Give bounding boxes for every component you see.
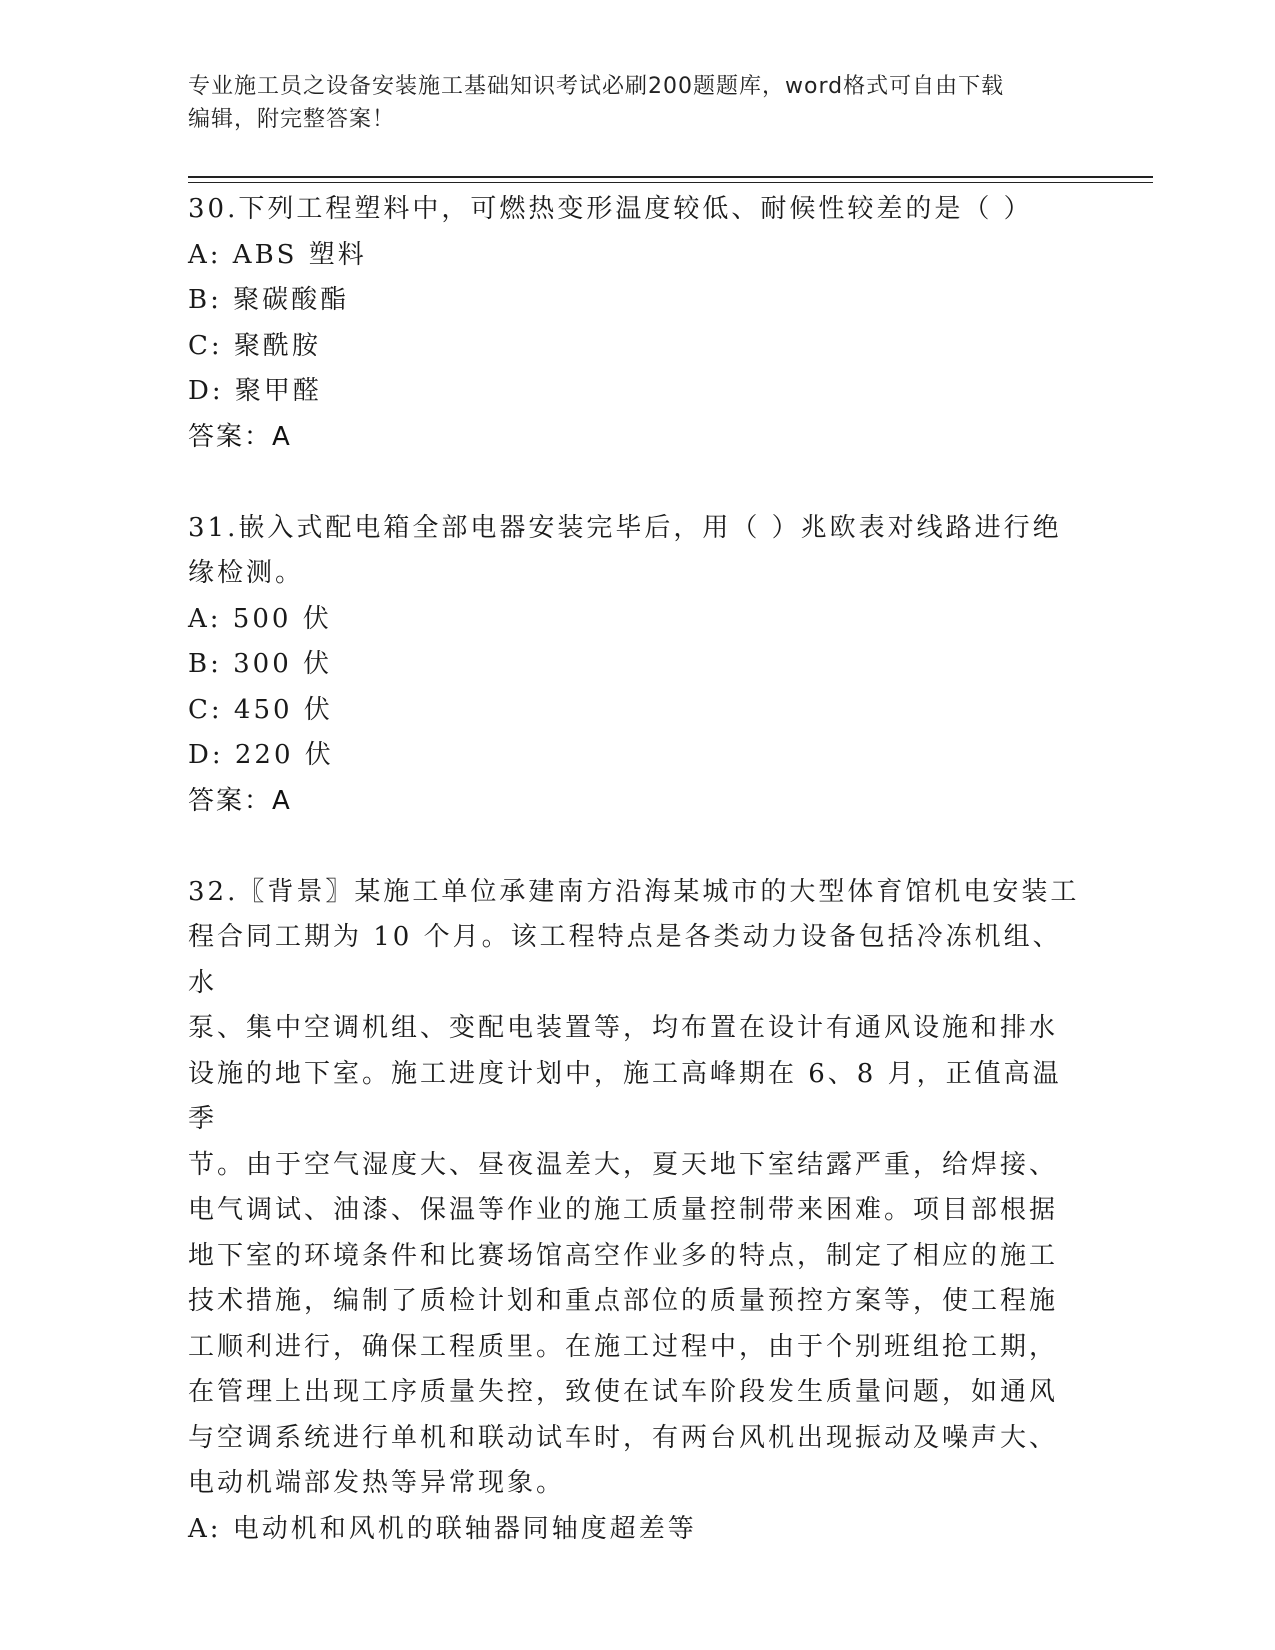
header-title-line-1: 专业施工员之设备安装施工基础知识考试必刷200题题库，word格式可自由下载 [188,74,1005,99]
question-stem-line: 电气调试、油漆、保温等作业的施工质量控制带来困难。项目部根据 [188,1195,1059,1225]
question-stem-line: 缘检测。 [188,558,305,588]
document-header [188,70,1068,136]
question-stem-line: 工顺利进行，确保工程质里。在施工过程中，由于个别班组抢工期， [188,1331,1059,1362]
option-c: C: 聚酰胺 [188,330,321,361]
option-a: A: ABS 塑料 [188,239,367,270]
header-title-line-2: 编辑，附完整答案！ [188,107,396,132]
option-b: B: 聚碳酸酯 [188,285,350,315]
question-list [188,187,1088,1552]
question-stem-line: 32.〖背景〗某施工单位承建南方沿海某城市的大型体育馆机电安装工 [188,876,1080,907]
option-d: D: 220 伏 [188,740,334,770]
question-spacer [188,824,1088,870]
option-d: D: 聚甲醛 [188,376,322,406]
header-divider-thin [188,182,1153,183]
question-32 [188,870,1088,1553]
question-stem-line: 技术措施，编制了质检计划和重点部位的质量预控方案等，使工程施 [188,1286,1059,1316]
question-stem-line: 地下室的环境条件和比赛场馆高空作业多的特点，制定了相应的施工 [188,1240,1059,1271]
question-spacer [188,460,1088,506]
header-divider-thick [188,176,1153,178]
question-stem-line: 31.嵌入式配电箱全部电器安装完毕后，用（ ）兆欧表对线路进行绝 [188,512,1062,543]
question-stem-line: 在管理上出现工序质量失控，致使在试车阶段发生质量问题，如通风 [188,1377,1059,1407]
answer-label: 答案：A [188,785,292,816]
question-stem-line: 程合同工期为 10 个月。该工程特点是各类动力设备包括冷冻机组、水 [188,922,1062,998]
question-stem-line: 与空调系统进行单机和联动试车时，有两台风机出现振动及噪声大、 [188,1422,1059,1453]
option-b: B: 300 伏 [188,649,333,679]
option-c: C: 450 伏 [188,694,333,725]
question-31 [188,506,1088,825]
question-stem-line: 电动机端部发热等异常现象。 [188,1468,566,1498]
question-stem-line: 设施的地下室。施工进度计划中，施工高峰期在 6、8 月，正值高温季 [188,1058,1062,1134]
question-stem-line: 泵、集中空调机组、变配电装置等，均布置在设计有通风设施和排水 [188,1013,1059,1043]
option-a: A: 500 伏 [188,603,332,634]
question-30 [188,187,1088,460]
option-a: A: 电动机和风机的联轴器同轴度超差等 [188,1513,697,1544]
question-stem: 30.下列工程塑料中，可燃热变形温度较低、耐候性较差的是（ ） [188,194,1033,224]
answer-label: 答案：A [188,421,292,452]
question-stem-line: 节。由于空气湿度大、昼夜温差大，夏天地下室结露严重，给焊接、 [188,1149,1059,1180]
